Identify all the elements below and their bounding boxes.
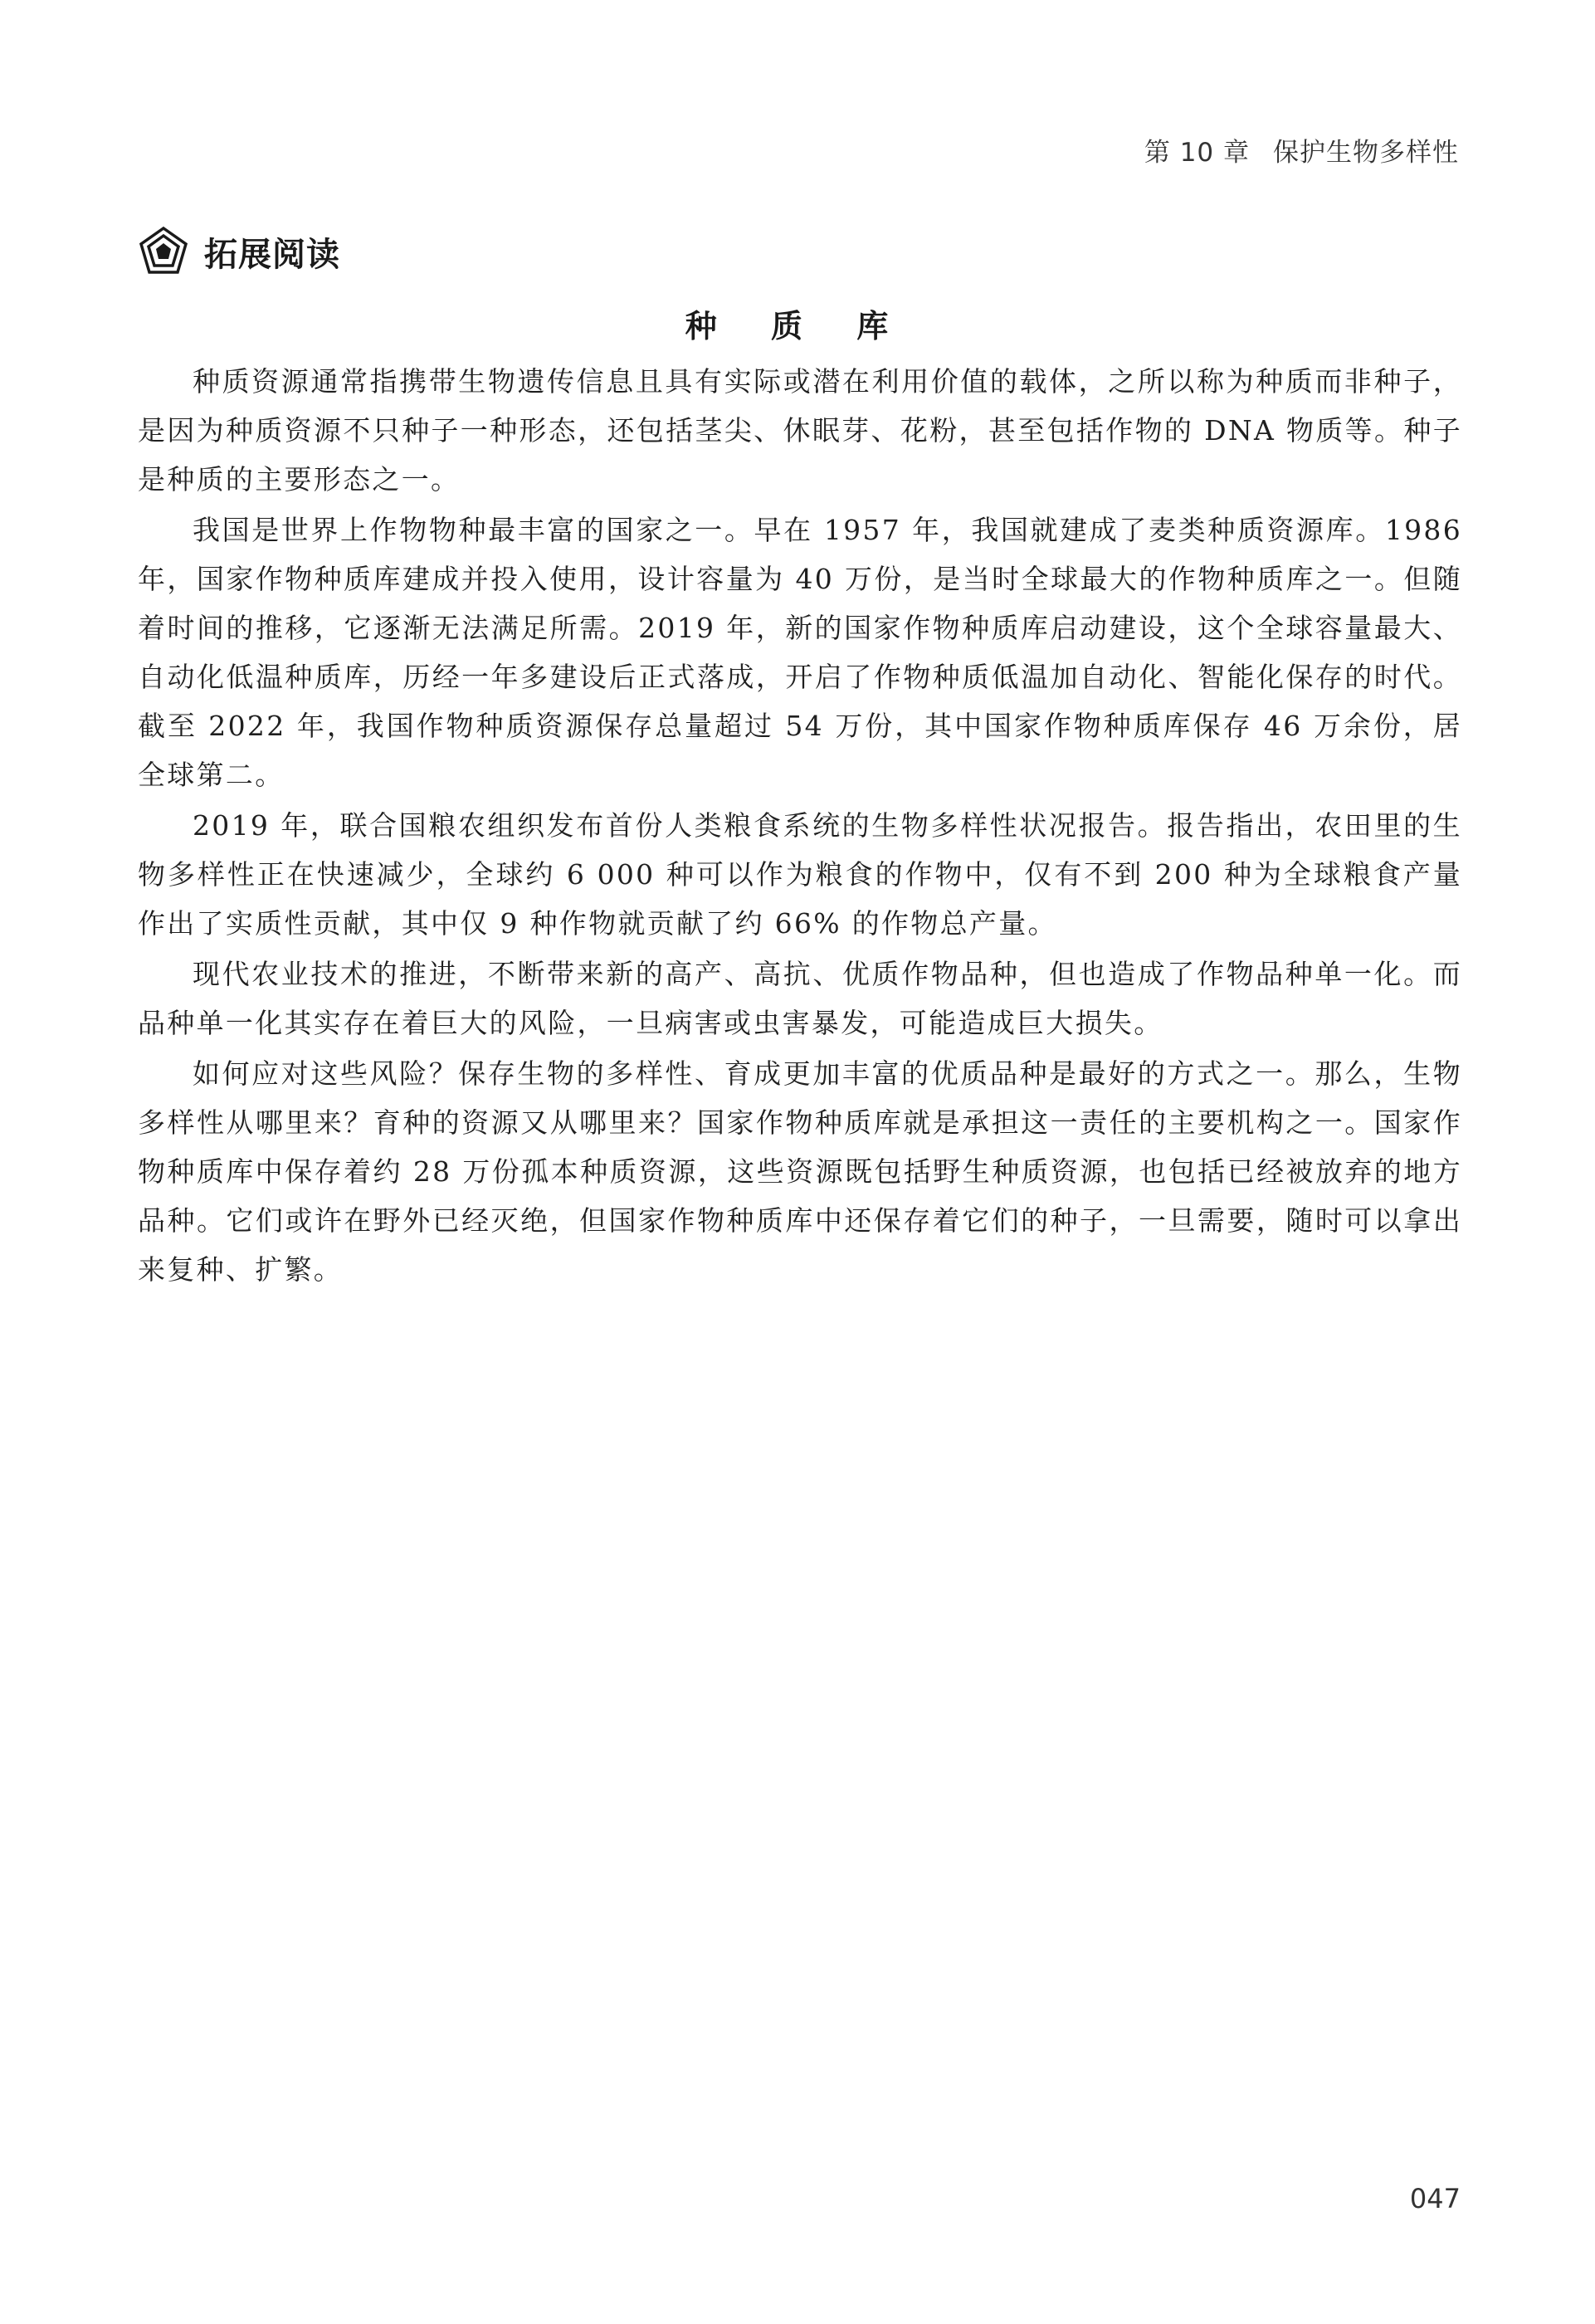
article-title: 种 质 库 [685,308,910,344]
page-number: 047 [1409,2183,1461,2214]
paragraph: 2019 年，联合国粮农组织发布首份人类粮食系统的生物多样性状况报告。报告指出，农田里的生物多样性正在快速减少，全球约 6 000 种可以作为粮食的作物中，仅有不到 200 种为全球粮食产量作出了实质性贡献，其中仅 9 种作物就贡献了约 66% 的作物总产量。 [138,809,1462,940]
chapter-title: 保护生物多样性 [1273,138,1459,168]
concentric-pentagon-icon [138,226,189,277]
chapter-number: 第 10 章 [1144,138,1250,168]
article-body [138,357,1462,1296]
paragraph: 如何应对这些风险？保存生物的多样性、育成更加丰富的优质品种是最好的方式之一。那么，生物多样性从哪里来？育种的资源又从哪里来？国家作物种质库就是承担这一责任的主要机构之一。国家作物种质库中保存着约 28 万份孤本种质资源，这些资源既包括野生种质资源，也包括已经被放弃的地方品种。它们或许在野外已经灭绝，但国家作物种质库中还保存着它们的种子，一旦需要，随时可以拿出来复种、扩繁。 [138,1057,1462,1286]
paragraph: 我国是世界上作物物种最丰富的国家之一。早在 1957 年，我国就建成了麦类种质资源库。1986 年，国家作物种质库建成并投入使用，设计容量为 40 万份，是当时全球最大的作物种质库之一。但随着时间的推移，它逐渐无法满足所需。2019 年，新的国家作物种质库启动建设，这个全球容量最大、自动化低温种质库，历经一年多建设后正式落成，开启了作物种质低温加自动化、智能化保存的时代。截至 2022 年，我国作物种质资源保存总量超过 54 万份，其中国家作物种质库保存 46 万余份，居全球第二。 [138,514,1462,791]
paragraph: 现代农业技术的推进，不断带来新的高产、高抗、优质作物品种，但也造成了作物品种单一化。而品种单一化其实存在着巨大的风险，一旦病害或虫害暴发，可能造成巨大损失。 [138,958,1462,1039]
section-heading-label: 拓展阅读 [204,235,340,274]
running-header [1144,131,1459,168]
paragraph: 种质资源通常指携带生物遗传信息且具有实际或潜在利用价值的载体，之所以称为种质而非种子，是因为种质资源不只种子一种形态，还包括茎尖、休眠芽、花粉，甚至包括作物的 DNA 物质等。种子是种质的主要形态之一。 [138,365,1462,496]
section-heading [138,226,340,277]
